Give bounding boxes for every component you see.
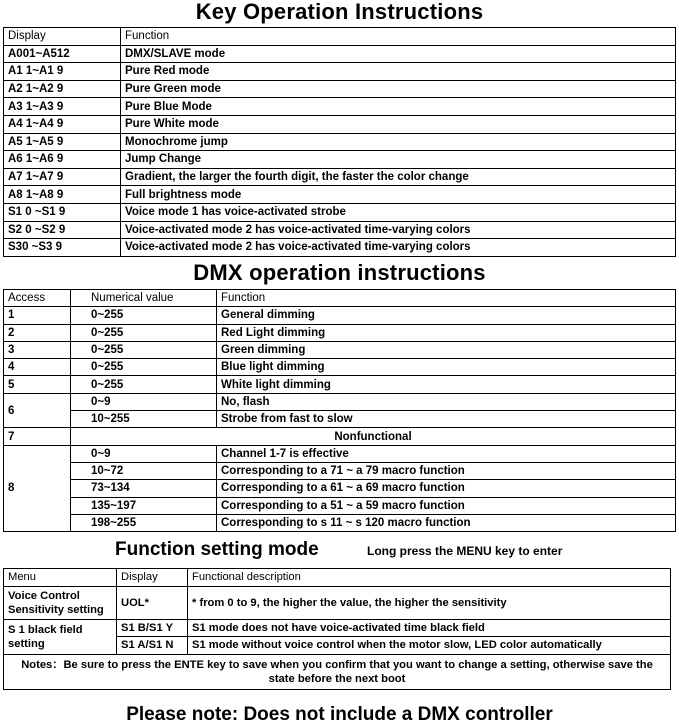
function-cell: Red Light dimming (217, 324, 676, 341)
function-cell: Green dimming (217, 341, 676, 358)
function-cell: Strobe from fast to slow (217, 411, 676, 428)
table-row (4, 376, 676, 393)
dmx-operation-title: DMX operation instructions (193, 260, 486, 285)
header-function: Function (217, 290, 676, 307)
notes-row (4, 654, 671, 689)
table-row (4, 411, 676, 428)
header-display: Display (117, 569, 188, 587)
table-row (4, 221, 676, 239)
table-header-row (4, 28, 676, 46)
function-cell: Pure White mode (121, 115, 676, 133)
function-cell: Blue light dimming (217, 359, 676, 376)
value-cell: 0~9 (71, 393, 217, 410)
function-cell: Jump Change (121, 151, 676, 169)
value-cell: 0~255 (71, 376, 217, 393)
access-cell: 6 (4, 393, 71, 428)
access-cell: 5 (4, 376, 71, 393)
function-cell: Corresponding to a 71 ~ a 79 macro function (217, 462, 676, 479)
table-row (4, 168, 676, 186)
table-row (4, 307, 676, 324)
display-cell: A4 1~A4 9 (4, 115, 121, 133)
display-cell: S1 0 ~S1 9 (4, 203, 121, 221)
table-row (4, 586, 671, 619)
display-cell: A2 1~A2 9 (4, 80, 121, 98)
function-cell: Voice-activated mode 2 has voice-activated time-varying colors (121, 221, 676, 239)
function-cell: Full brightness mode (121, 186, 676, 204)
table-row (4, 359, 676, 376)
function-cell: Pure Red mode (121, 63, 676, 81)
table-row (4, 324, 676, 341)
menu-cell-black-field: S 1 black field setting (4, 619, 117, 654)
table-row (4, 497, 676, 514)
dmx-operation-table (3, 289, 676, 532)
function-cell: Channel 1-7 is effective (217, 445, 676, 462)
table-row (4, 133, 676, 151)
value-cell: 73~134 (71, 480, 217, 497)
table-row (4, 151, 676, 169)
access-cell: 3 (4, 341, 71, 358)
notes-text: Notes：Be sure to press the ENTE key to save when you confirm that you want to change a setting, otherwise save the state before the next boot (4, 654, 671, 689)
access-cell: 1 (4, 307, 71, 324)
table-header-row (4, 569, 671, 587)
table-row (4, 341, 676, 358)
header-menu: Menu (4, 569, 117, 587)
table-row (4, 115, 676, 133)
display-cell: A001~A512 (4, 45, 121, 63)
access-cell: 8 (4, 445, 71, 531)
table-row (4, 98, 676, 116)
display-cell: A5 1~A5 9 (4, 133, 121, 151)
function-cell: Voice mode 1 has voice-activated strobe (121, 203, 676, 221)
table-row (4, 428, 676, 445)
display-cell: S30 ~S3 9 (4, 239, 121, 257)
function-setting-subtitle: Long press the MENU key to enter (367, 544, 563, 558)
description-cell: S1 mode does not have voice-activated time black field (188, 619, 671, 637)
function-cell: Gradient, the larger the fourth digit, the faster the color change (121, 168, 676, 186)
header-function: Function (121, 28, 676, 46)
header-display: Display (4, 28, 121, 46)
function-setting-title: Function setting mode (115, 539, 319, 560)
function-cell: Voice-activated mode 2 has voice-activated time-varying colors (121, 239, 676, 257)
display-cell: UOL* (117, 586, 188, 619)
access-cell: 2 (4, 324, 71, 341)
function-cell: Monochrome jump (121, 133, 676, 151)
value-cell: 10~255 (71, 411, 217, 428)
function-cell: No, flash (217, 393, 676, 410)
table-row (4, 514, 676, 531)
table-row (4, 80, 676, 98)
function-cell: Corresponding to a 51 ~ a 59 macro function (217, 497, 676, 514)
menu-cell-voice-control: Voice Control Sensitivity setting (4, 586, 117, 619)
value-cell: 0~255 (71, 341, 217, 358)
table-header-row (4, 290, 676, 307)
display-cell: A6 1~A6 9 (4, 151, 121, 169)
display-cell: S1 B/S1 Y (117, 619, 188, 637)
function-cell: Pure Green mode (121, 80, 676, 98)
display-cell: S2 0 ~S2 9 (4, 221, 121, 239)
display-cell: A1 1~A1 9 (4, 63, 121, 81)
access-cell: 7 (4, 428, 71, 445)
function-cell: Pure Blue Mode (121, 98, 676, 116)
function-cell: General dimming (217, 307, 676, 324)
function-cell: White light dimming (217, 376, 676, 393)
header-access: Access (4, 290, 71, 307)
table-row (4, 619, 671, 637)
display-cell: A8 1~A8 9 (4, 186, 121, 204)
function-cell: Corresponding to s 11 ~ s 120 macro function (217, 514, 676, 531)
value-cell: 135~197 (71, 497, 217, 514)
function-cell: Nonfunctional (71, 428, 676, 445)
value-cell: 0~255 (71, 359, 217, 376)
table-row (4, 393, 676, 410)
description-cell: * from 0 to 9, the higher the value, the higher the sensitivity (188, 586, 671, 619)
table-row (4, 480, 676, 497)
value-cell: 10~72 (71, 462, 217, 479)
header-functional-description: Functional description (188, 569, 671, 587)
value-cell: 0~255 (71, 324, 217, 341)
header-numerical-value: Numerical value (71, 290, 217, 307)
dmx-controller-note: Please note: Does not include a DMX controller (126, 704, 553, 725)
function-cell: Corresponding to a 61 ~ a 69 macro function (217, 480, 676, 497)
display-cell: A3 1~A3 9 (4, 98, 121, 116)
function-setting-table (3, 568, 671, 690)
table-row (4, 462, 676, 479)
table-row (4, 239, 676, 257)
table-row (4, 203, 676, 221)
value-cell: 198~255 (71, 514, 217, 531)
key-operation-table (3, 27, 676, 257)
description-cell: S1 mode without voice control when the motor slow, LED color automatically (188, 637, 671, 655)
display-cell: S1 A/S1 N (117, 637, 188, 655)
table-row (4, 63, 676, 81)
value-cell: 0~9 (71, 445, 217, 462)
display-cell: A7 1~A7 9 (4, 168, 121, 186)
function-cell: DMX/SLAVE mode (121, 45, 676, 63)
value-cell: 0~255 (71, 307, 217, 324)
table-row (4, 45, 676, 63)
key-operation-title: Key Operation Instructions (195, 0, 484, 24)
table-row (4, 445, 676, 462)
access-cell: 4 (4, 359, 71, 376)
table-row (4, 186, 676, 204)
